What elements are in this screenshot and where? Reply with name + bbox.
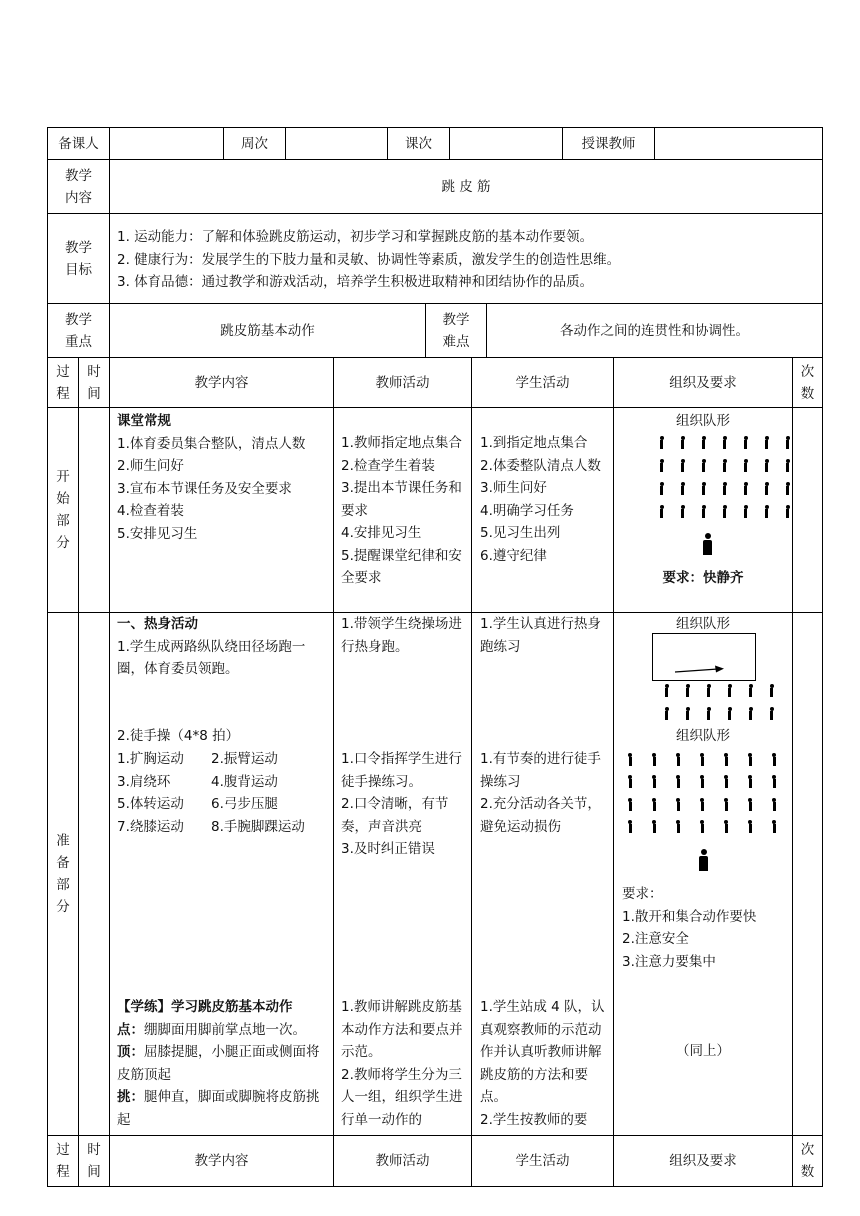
objective-item: 1. 运动能力：了解和体验跳皮筋运动，初步学习和掌握跳皮筋的基本动作要领。 [117, 229, 594, 245]
warmup-desc: 1.学生成两路纵队绕田径场跑一圈，体育委员领跑。 [117, 638, 306, 677]
col-organization: 组织及要求 [669, 1153, 737, 1169]
prep-student-learn: 1.学生站成 4 队，认真观察教师的示范动作并认真听教师讲解跳皮筋的方法和要点。 2.学生按教师的要 [480, 999, 605, 1128]
track-diagram [652, 633, 756, 681]
week-label: 周次 [241, 135, 268, 152]
routine-title: 课堂常规 [117, 413, 171, 429]
exercise-title: 2.徒手操（4*8 拍） [117, 728, 240, 744]
col-student: 学生活动 [515, 1153, 570, 1169]
start-student-activities: 1.到指定地点集合 2.体委整队清点人数 3.师生问好 4.明确学习任务 5.见习生出列 6.遵守纪律 [480, 435, 601, 564]
learn-item: 顶：屈膝提腿，小腿正面或侧面将皮筋顶起 [117, 1044, 320, 1083]
col-organization: 组织及要求 [669, 374, 737, 391]
prep-org-requirements [622, 883, 790, 973]
prep-org-title-2: 组织队形 [676, 728, 730, 744]
objective-item: 3. 体育品德：通过教学和游戏活动，培养学生积极进取精神和团结协作的品质。 [117, 274, 594, 290]
preparer-label: 备课人 [58, 135, 99, 152]
col-count: 次 数 [800, 1142, 815, 1180]
prep-student-exercise: 1.有节奏的进行徒手操练习 2.充分活动各关节，避免运动损伤 [480, 751, 601, 835]
start-content [117, 410, 331, 545]
start-teacher-activities: 1.教师指定地点集合 2.检查学生着装 3.提出本节课任务和要求 4.安排见习生 5.提醒课堂纪律和安全要求 [341, 435, 462, 586]
exercise-list-col1: 1.扩胸运动 3.肩绕环 5.体转运动 7.绕膝运动 [117, 751, 184, 835]
key-points-value: 跳皮筋基本动作 [220, 322, 315, 339]
prep-teacher-learn: 1.教师讲解跳皮筋基本动作方法和要点并示范。 2.教师将学生分为三人一组，组织学生进行单一动作的 [341, 999, 463, 1128]
start-section-label: 开 始 部 分 [56, 469, 70, 551]
lesson-no-field[interactable] [450, 128, 562, 159]
prep-org-req-title: 要求： [622, 886, 663, 902]
learn-item: 挑：腿伸直，脚面或脚腕将皮筋挑起 [117, 1089, 320, 1128]
col-process: 过 程 [56, 1142, 70, 1180]
prep-section-label: 准 备 部 分 [56, 833, 70, 915]
teacher-field[interactable] [655, 128, 822, 159]
difficulty-value: 各动作之间的连贯性和协调性。 [560, 322, 749, 339]
col-process: 过 程 [56, 363, 70, 402]
teacher-icon [702, 533, 713, 555]
learn-title: 【学练】学习跳皮筋基本动作 [117, 999, 293, 1015]
warmup-title: 一、热身活动 [117, 616, 198, 632]
col-content: 教学内容 [194, 374, 249, 391]
objective-item: 2. 健康行为：发展学生的下肢力量和灵敏、协调性等素质，激发学生的创造性思维。 [117, 251, 621, 268]
col-content: 教学内容 [194, 1153, 249, 1169]
prep-org-same: （同上） [676, 1043, 730, 1059]
run-direction-arrow-icon [652, 633, 756, 681]
objectives-list [117, 226, 817, 294]
content-value: 跳 皮 筋 [441, 178, 491, 195]
routine-items: 1.体育委员集合整队，清点人数 2.师生问好 3.宣布本节课任务及安全要求 4.检查着装 5.安排见习生 [117, 435, 306, 542]
content-label: 教学 内容 [65, 167, 92, 206]
week-field[interactable] [286, 128, 387, 159]
col-teacher: 教师活动 [375, 1153, 430, 1169]
prep-student-warmup: 1.学生认真进行热身跑练习 [480, 616, 601, 655]
teacher-icon [698, 849, 709, 871]
teacher-label: 授课教师 [581, 135, 636, 152]
difficulty-label: 教学 难点 [442, 311, 470, 350]
prep-teacher-warmup: 1.带领学生绕操场进行热身跑。 [341, 616, 462, 655]
prep-teacher-exercise: 1.口令指挥学生进行徒手操练习。 2.口令清晰，有节奏，声音洪亮 3.及时纠正错误 [341, 751, 462, 857]
col-student: 学生活动 [515, 374, 570, 391]
objectives-label: 教学 目标 [65, 239, 92, 278]
start-org-requirement: 要求：快静齐 [662, 570, 744, 586]
exercise-formation [614, 750, 792, 880]
key-points-label: 教学 重点 [65, 311, 92, 350]
col-time: 时 间 [87, 1142, 101, 1180]
preparer-field[interactable] [110, 128, 223, 159]
run-formation [614, 684, 792, 724]
exercise-list-col2: 2.振臂运动 4.腹背运动 6.弓步压腿 8.手腕脚踝运动 [211, 751, 305, 835]
col-count: 次 数 [800, 363, 815, 402]
learn-item: 点：绷脚面用脚前掌点地一次。 [117, 1021, 306, 1038]
col-teacher: 教师活动 [375, 374, 430, 391]
prep-org-title-1: 组织队形 [676, 616, 730, 632]
warmup-block [117, 613, 329, 681]
col-time: 时 间 [87, 363, 101, 402]
start-org-title: 组织队形 [676, 413, 730, 429]
lesson-no-label: 课次 [405, 135, 432, 152]
start-formation [614, 432, 792, 562]
learn-block [117, 996, 329, 1131]
prep-org-req-list: 1.散开和集合动作要快 2.注意安全 3.注意力要集中 [622, 908, 757, 970]
